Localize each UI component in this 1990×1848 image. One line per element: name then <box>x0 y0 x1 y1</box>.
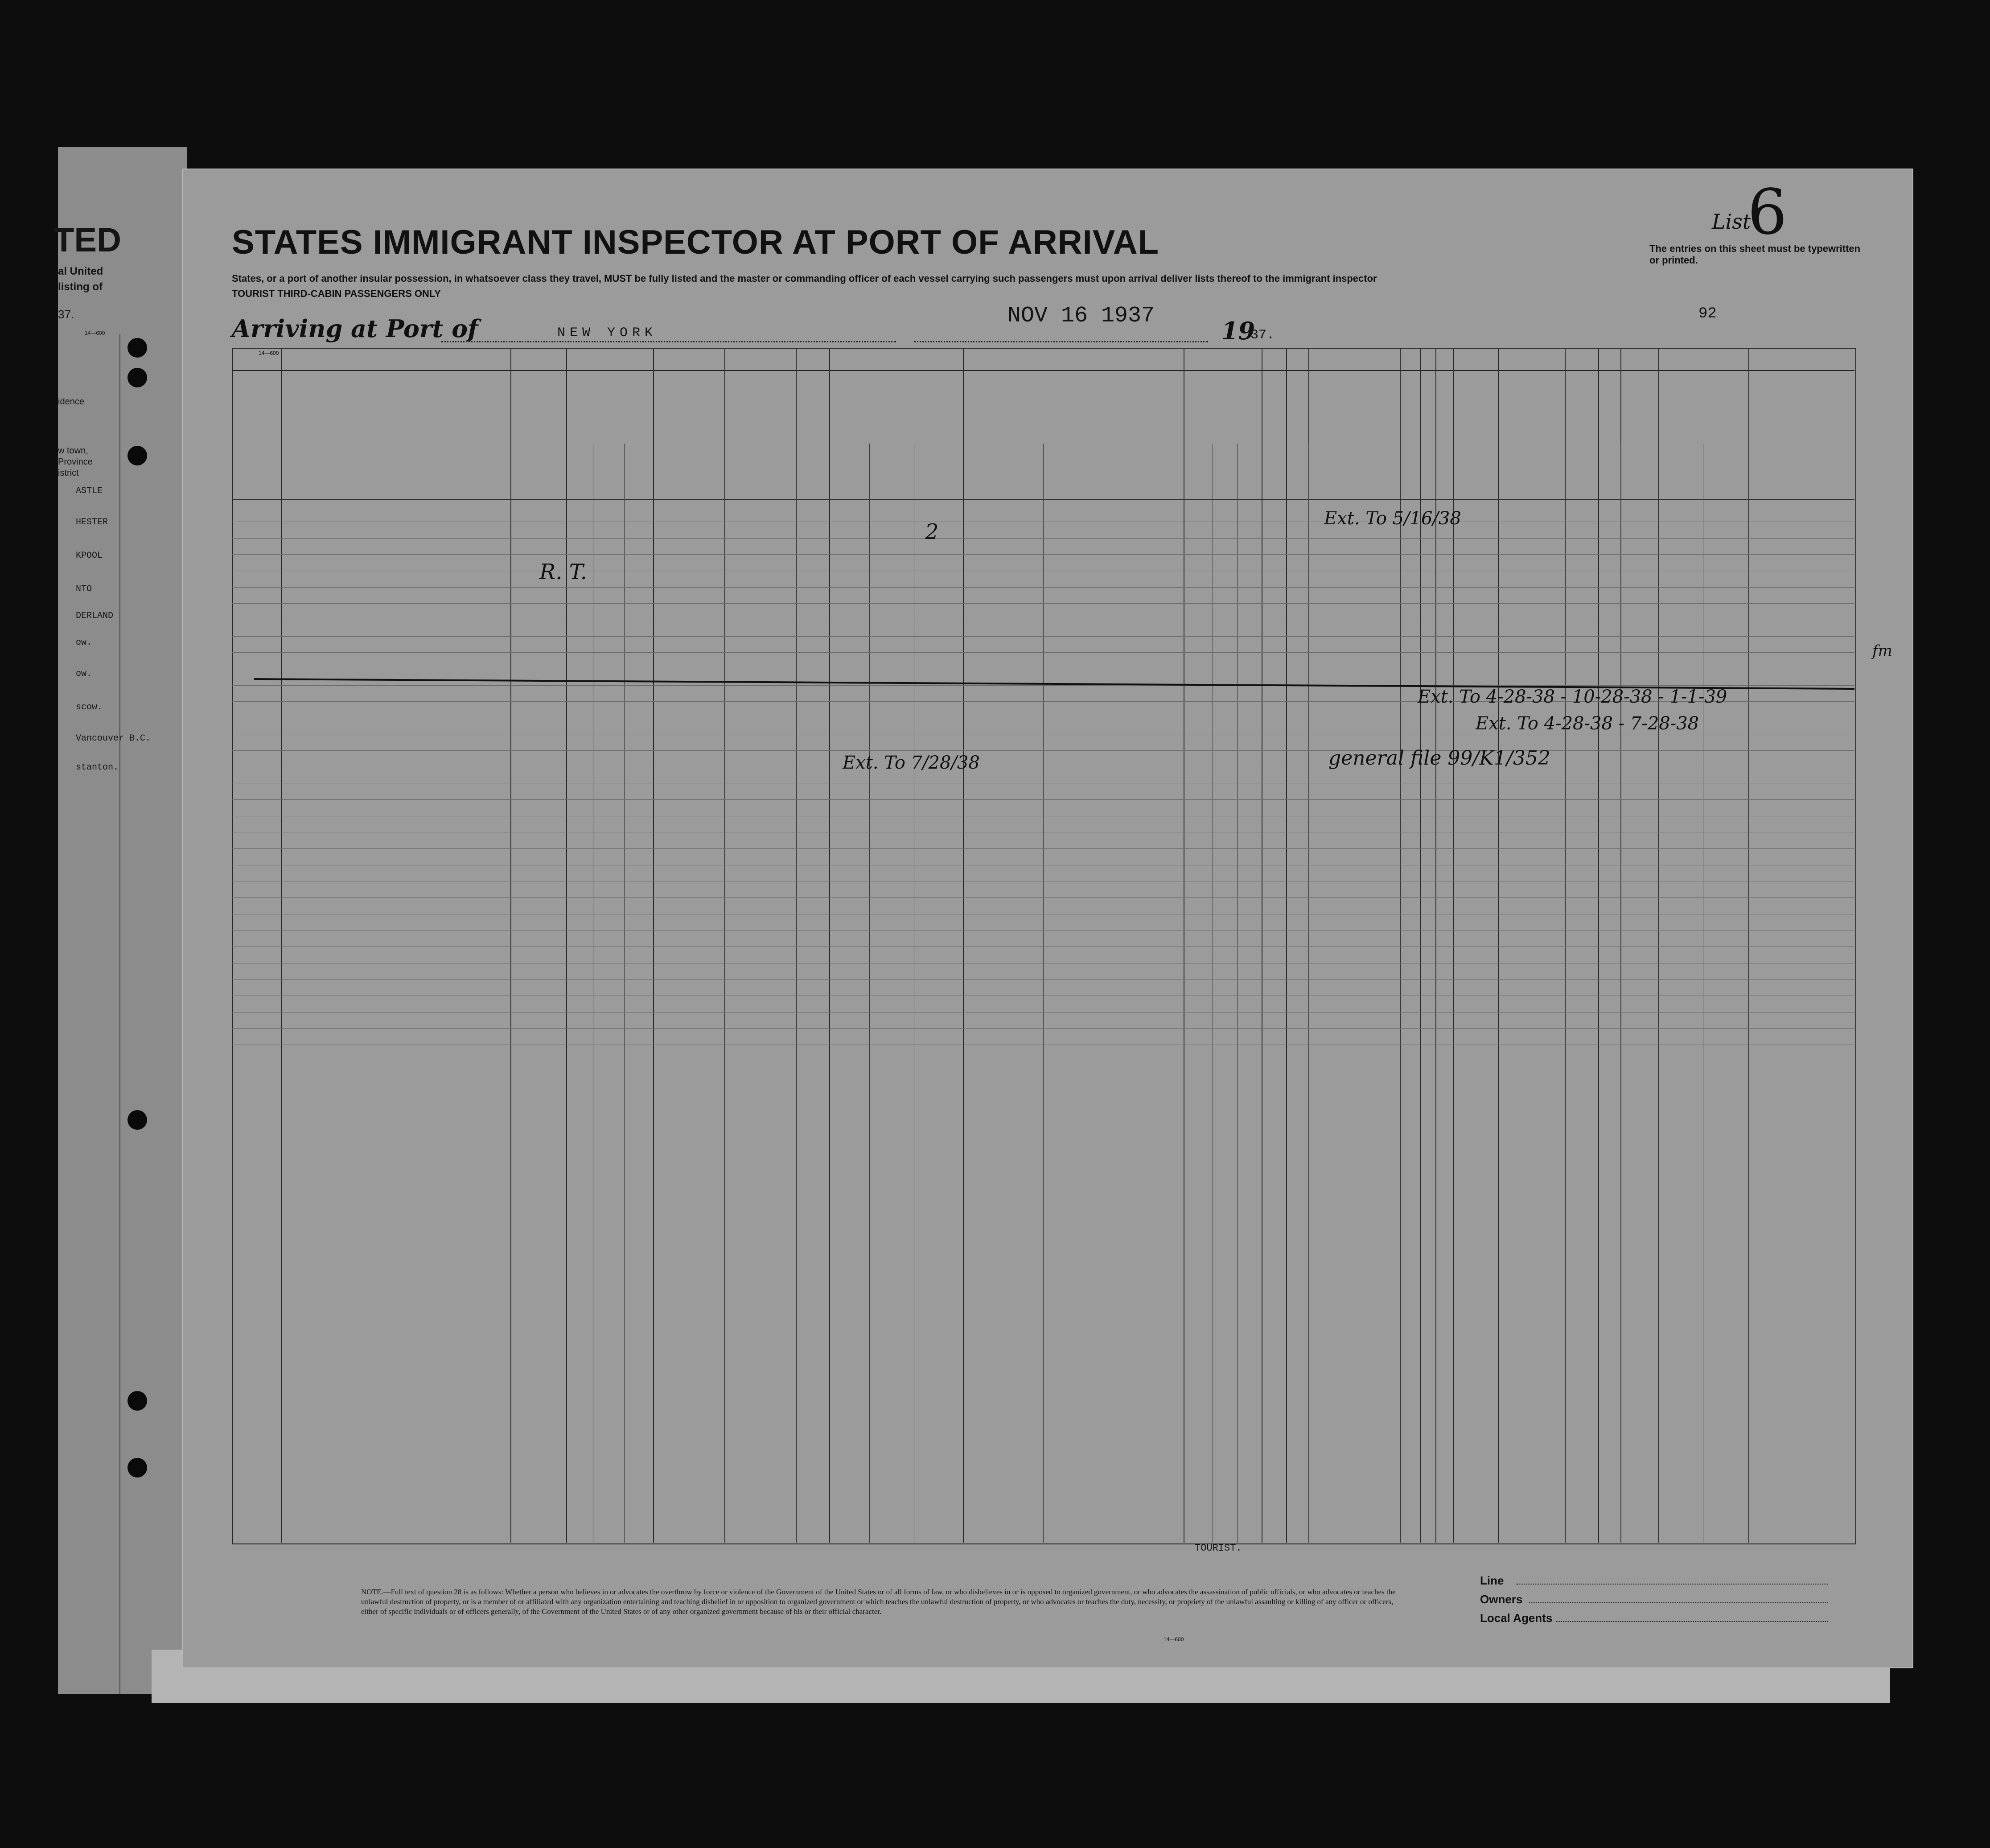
list-number: 6 <box>1747 176 1788 249</box>
row-rule <box>232 685 1854 686</box>
list-label: List <box>1712 210 1751 234</box>
left-page-place: Vancouver B.C. <box>76 733 151 744</box>
page-number: 92 <box>1698 305 1717 322</box>
subcolumn-rule <box>624 444 625 1543</box>
question-28-note: NOTE.—Full text of question 28 is as follows: Whether a person who believes in or advocates the overthrow by force or violence of the Government of the United States or of all forms of law, or who disbelieves in or is opposed to organized government, or who advocates the assassination of public officials, or who advocates or teaches the unlawful destruction of property, or is a member of or affiliated with any organization entertaining and teaching disbelief in or opposition to organized government or which teaches the unlawful destruction of property, or who advocates or teaches the duty, necessity, or propriety of the unlawful assaulting or killing of any officer or officers, either of specific individuals or of officers generally, of the Government of the United States or of any other organized government because of his or their official character. <box>361 1588 1396 1616</box>
date-underline <box>914 341 1208 342</box>
arrival-date-stamp: NOV 16 1937 <box>1007 303 1155 329</box>
row-rule <box>232 554 1854 555</box>
arriving-label: Arriving at Port of <box>232 314 478 343</box>
column-rule <box>1498 348 1499 1543</box>
left-page-line: al United <box>58 265 103 277</box>
form-number: 14—600 <box>259 350 279 356</box>
left-page-rule <box>119 334 120 1694</box>
manifest-sheet <box>183 169 1912 1667</box>
subcolumn-rule <box>1237 444 1238 1543</box>
binder-hole <box>127 446 147 465</box>
extension-note: Ext. To 4-28-38 - 7-28-38 <box>1476 713 1699 734</box>
column-rule <box>653 348 654 1543</box>
left-page-place: DERLAND <box>76 611 114 621</box>
left-facing-page <box>53 147 187 1694</box>
column-rule <box>1286 348 1287 1543</box>
column-rule <box>1748 348 1749 1543</box>
left-page-place: stanton. <box>76 762 119 773</box>
column-rule <box>1598 348 1599 1543</box>
typed-note: The entries on this sheet must be typewritten or printed. <box>1649 243 1861 266</box>
subcolumn-rule <box>1308 444 1309 1543</box>
owners-label: Owners <box>1480 1593 1523 1606</box>
extension-note: Ext. To 4-28-38 - 10-28-38 - 1-1-39 <box>1418 687 1727 707</box>
subcolumn-rule <box>1620 444 1621 1543</box>
left-page-heading: w town, <box>58 446 88 456</box>
binder-hole <box>127 1458 147 1478</box>
subcolumn-rule <box>869 444 870 1543</box>
left-page-heading: Province <box>58 457 93 467</box>
left-page-place: ow. <box>76 638 92 648</box>
extension-note: Ext. To 5/16/38 <box>1324 508 1461 529</box>
left-page-place: HESTER <box>76 517 108 527</box>
left-page-place: ow. <box>76 669 92 679</box>
binder-hole <box>127 338 147 358</box>
column-rule <box>829 348 830 1543</box>
year-prefix: 19 <box>1221 317 1255 345</box>
row-rule <box>232 587 1854 588</box>
local-agents-label: Local Agents <box>1480 1611 1553 1625</box>
row-rule <box>232 1028 1854 1029</box>
port-underline <box>441 341 896 342</box>
row-rule <box>232 538 1854 539</box>
row-rule <box>232 979 1854 980</box>
line-label: Line <box>1480 1574 1504 1587</box>
subcolumn-rule <box>1043 444 1044 1543</box>
row-rule <box>232 799 1854 800</box>
binder-hole <box>127 368 147 387</box>
row-rule <box>232 897 1854 898</box>
row-rule <box>232 848 1854 849</box>
binder-hole <box>127 1110 147 1130</box>
handwritten-mark: R. T. <box>539 560 587 584</box>
page-title: STATES IMMIGRANT INSPECTOR AT PORT OF ARRIVAL <box>232 223 1159 261</box>
column-rule <box>796 348 797 1543</box>
agents-underline <box>1556 1621 1828 1622</box>
check-mark: 2 <box>925 519 939 544</box>
left-page-place: KPOOL <box>76 551 103 561</box>
left-page-line: listing of <box>58 281 103 293</box>
column-rule <box>1658 348 1659 1543</box>
year-suffix: 37. <box>1250 328 1275 343</box>
row-rule <box>232 603 1854 604</box>
general-file-note: general file 99/K1/352 <box>1328 747 1550 770</box>
left-page-place: NTO <box>76 584 92 594</box>
column-rule <box>510 348 511 1543</box>
note-form-number: 14—600 <box>1164 1636 1184 1642</box>
left-page-heading: istrict <box>58 468 79 478</box>
extension-note: Ext. To 7/28/38 <box>843 753 980 773</box>
port-name: NEW YORK <box>557 325 658 341</box>
owners-underline <box>1529 1602 1828 1603</box>
left-page-place: scow. <box>76 702 103 712</box>
initials-mark: fm <box>1872 642 1892 660</box>
left-page-line: 37. <box>58 308 74 321</box>
left-page-heading: idence <box>58 397 84 407</box>
row-rule <box>232 636 1854 637</box>
binder-hole <box>127 1391 147 1411</box>
column-rule <box>724 348 725 1543</box>
left-page-title-fragment: TED <box>53 221 121 259</box>
column-rule <box>281 348 282 1543</box>
tourist-label: TOURIST. <box>1195 1543 1242 1554</box>
passenger-class-line: TOURIST THIRD-CABIN PASSENGERS ONLY <box>232 288 441 299</box>
column-rule <box>1565 348 1566 1543</box>
left-page-place: ASTLE <box>76 486 103 496</box>
column-rule <box>963 348 964 1543</box>
row-rule <box>232 652 1854 653</box>
page-subtitle: States, or a port of another insular possession, in whatsoever class they travel, MUST be fully listed and the master or commanding officer of each vessel carrying such passengers must upon arrival deliver lists thereof to the immigrant inspector <box>232 273 1377 284</box>
line-underline <box>1516 1584 1828 1585</box>
left-page-form-number: 14—600 <box>85 330 105 336</box>
column-rule <box>566 348 567 1543</box>
row-rule <box>232 750 1854 751</box>
header-rule <box>232 370 1854 371</box>
